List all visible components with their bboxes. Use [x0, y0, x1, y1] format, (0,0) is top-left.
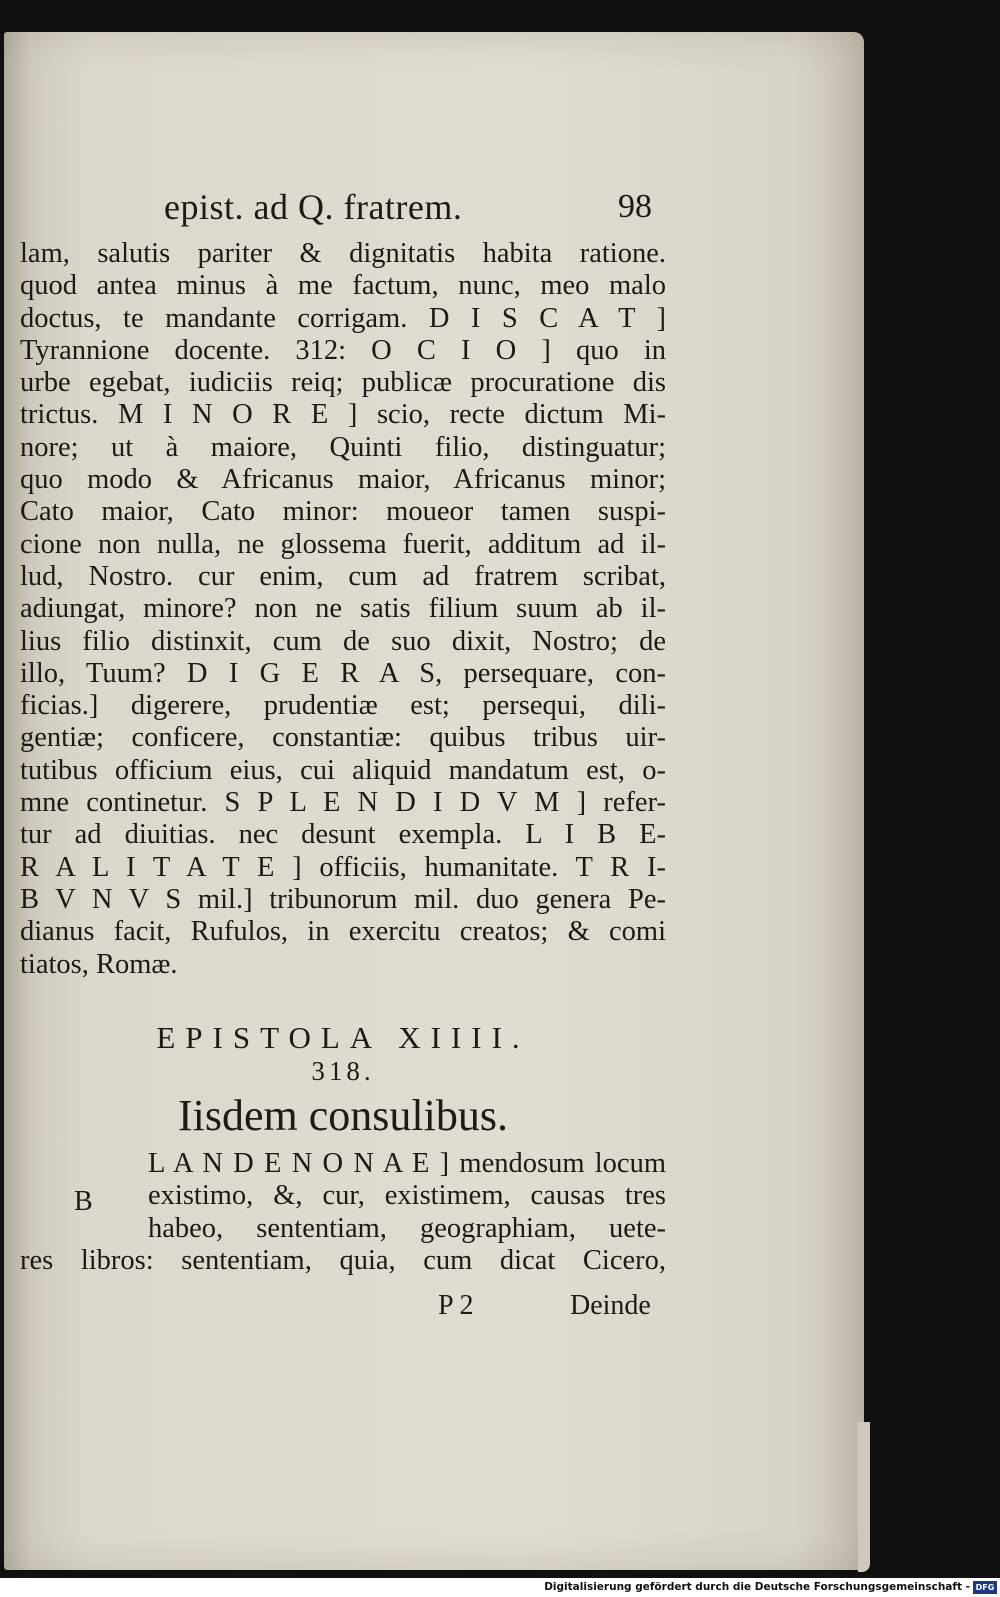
- text-line: urbe egebat, iudiciis reiq; publicæ procuratione dis: [20, 367, 666, 399]
- text-line: B V N V S mil.] tribunorum mil. duo genera Pe-: [20, 883, 666, 915]
- epistle-heading: EPISTOLA XIIII.: [156, 1020, 530, 1055]
- catchword: Deinde: [570, 1290, 651, 1321]
- text-line: lam, salutis pariter & dignitatis habita ratione.: [20, 238, 666, 269]
- epistle-number: 318.: [311, 1056, 375, 1086]
- text-line: lius filio distinxit, cum de suo dixit, Nostro; de: [20, 625, 666, 657]
- text-line: tiatos, Romæ.: [20, 948, 178, 980]
- text-line: tur ad diuitias. nec desunt exempla. L I B E-: [20, 819, 666, 851]
- dfg-logo-icon: DFG: [973, 1581, 997, 1594]
- text-line: nore; ut à maiore, Quinti filio, distinguatur;: [20, 431, 666, 463]
- text-line: L A N D E N O N A E ] mendosum locum: [148, 1148, 666, 1179]
- text-line: Tyrannione docente. 312: O C I O ] quo in: [20, 334, 666, 366]
- text-line: res libros: sententiam, quia, cum dicat Cicero,: [20, 1244, 666, 1276]
- text-line: R A L I T A T E ] officiis, humanitate. T R I-: [20, 851, 666, 883]
- text-line: trictus. M I N O R E ] scio, recte dictum Mi-: [20, 399, 666, 431]
- text-line: ficias.] digerere, prudentiæ est; persequi, dili-: [20, 690, 666, 722]
- signature-mark: P 2: [438, 1290, 474, 1321]
- text-line: dianus facit, Rufulos, in exercitu creatos; & comi: [20, 916, 666, 948]
- text-line: cione non nulla, ne glossema fuerit, additum ad il-: [20, 528, 666, 560]
- text-line: gentiæ; conficere, constantiæ: quibus tribus uir-: [20, 722, 666, 754]
- text-line: illo, Tuum? D I G E R A S, persequare, con-: [20, 657, 666, 689]
- text-line: habeo, sententiam, geographiam, uete-: [148, 1212, 666, 1244]
- text-line: adiungat, minore? non ne satis filium suum ab il-: [20, 593, 666, 625]
- margin-letter: B: [74, 1186, 93, 1217]
- text-line: Cato maior, Cato minor: moueor tamen suspi-: [20, 496, 666, 528]
- text-line: lud, Nostro. cur enim, cum ad fratrem scribat,: [20, 560, 666, 592]
- text-line: doctus, te mandante corrigam. D I S C A T ]: [20, 302, 666, 334]
- text-line: tutibus officium eius, cui aliquid mandatum est, o-: [20, 754, 666, 786]
- text-line: existimo, &, cur, existimem, causas tres: [148, 1180, 666, 1212]
- running-head: epist. ad Q. fratrem.: [164, 187, 463, 227]
- commentary-text-continued: [20, 1148, 666, 1277]
- commentary-text: [20, 238, 666, 981]
- page-number: 98: [618, 188, 652, 225]
- funding-notice: Digitalisierung gefördert durch die Deutsche Forschungsgemeinschaft -: [544, 1581, 970, 1593]
- text-line: mne continetur. S P L E N D I D V M ] refer-: [20, 787, 666, 819]
- epistle-subtitle: Iisdem consulibus.: [178, 1091, 508, 1140]
- text-line: quo modo & Africanus maior, Africanus minor;: [20, 464, 666, 496]
- text-line: quod antea minus à me factum, nunc, meo malo: [20, 270, 666, 302]
